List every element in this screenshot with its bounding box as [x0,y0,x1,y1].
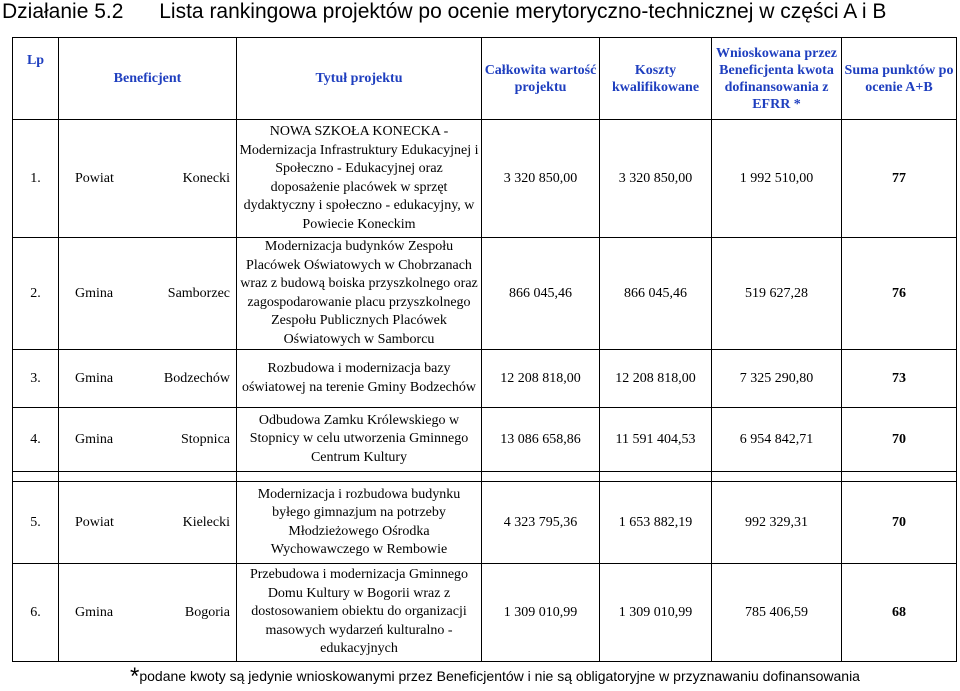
row-calkowita: 1 309 010,99 [482,564,600,662]
row-suma: 68 [842,564,957,662]
footnote-star: * [130,663,140,690]
row-wnioskowana: 992 329,31 [712,482,842,564]
measure-number: Działanie 5.2 [2,0,124,23]
ranking-table [12,37,957,662]
header-tytul: Tytuł projektu [237,38,482,120]
row-beneficjent [59,564,237,662]
header-lp: Lp [13,38,59,120]
row-calkowita: 4 323 795,36 [482,482,600,564]
row-suma: 70 [842,408,957,472]
row-wnioskowana: 6 954 842,71 [712,408,842,472]
row-title: Modernizacja i rozbudowa budynku byłego gimnazjum na potrzeby Młodzieżowego Ośrodka Wychowawczego w Rembowie [237,482,482,564]
table-row [13,482,957,564]
row-title: NOWA SZKOŁA KONECKA - Modernizacja Infrastruktury Edukacyjnej i Społeczno - Edukacyjnej oraz doposażenie placówek w sprzęt dydaktyczny i społeczno - edukacyjny, w Powiecie Koneckim [237,120,482,238]
table-row [13,120,957,238]
row-title: Odbudowa Zamku Królewskiego w Stopnicy w celu utworzenia Gminnego Centrum Kultury [237,408,482,472]
table-row [13,350,957,408]
row-lp: 6. [13,564,59,662]
row-lp: 1. [13,120,59,238]
benef-type: Gmina [75,370,114,386]
row-koszty: 866 045,46 [600,238,712,350]
row-suma: 73 [842,350,957,408]
row-calkowita: 3 320 850,00 [482,120,600,238]
header-wnioskowana: Wnioskowana przez Beneficjenta kwota dofinansowania z EFRR * [712,38,842,120]
footnote-text: podane kwoty są jedynie wnioskowanymi przez Beneficjentów i nie są obligatoryjne w przyznawaniu dofinansowania [139,668,860,684]
row-lp: 3. [13,350,59,408]
row-lp: 2. [13,238,59,350]
row-koszty: 1 309 010,99 [600,564,712,662]
header-beneficjent: Beneficjent [59,38,237,120]
table-row [13,564,957,662]
row-wnioskowana: 1 992 510,00 [712,120,842,238]
table-row [13,238,957,350]
row-title: Przebudowa i modernizacja Gminnego Domu Kultury w Bogorii wraz z dostosowaniem obiektu do organizacji masowych wydarzeń kulturalno - edukacyjnych [237,564,482,662]
row-wnioskowana: 785 406,59 [712,564,842,662]
row-lp: 4. [13,408,59,472]
row-calkowita: 866 045,46 [482,238,600,350]
row-wnioskowana: 519 627,28 [712,238,842,350]
benef-name: Stopnica [181,431,230,447]
row-wnioskowana: 7 325 290,80 [712,350,842,408]
row-koszty: 3 320 850,00 [600,120,712,238]
benef-name: Samborzec [167,285,230,301]
row-spacer [13,472,957,482]
page-title [2,0,958,30]
row-suma: 70 [842,482,957,564]
header-koszty: Koszty kwalifikowane [600,38,712,120]
header-suma: Suma punktów po ocenie A+B [842,38,957,120]
header-calkowita: Całkowita wartość projektu [482,38,600,120]
row-koszty: 12 208 818,00 [600,350,712,408]
row-koszty: 11 591 404,53 [600,408,712,472]
benef-type: Gmina [75,431,114,447]
row-title: Modernizacja budynków Zespołu Placówek Oświatowych w Chobrzanach wraz z budową boiska przyszkolnego oraz zagospodarowanie placu przyszkolnego Zespołu Publicznych Placówek Oświatowych w Samborcu [237,238,482,350]
benef-name: Bogoria [184,604,230,620]
benef-name: Kielecki [182,514,230,530]
row-koszty: 1 653 882,19 [600,482,712,564]
benef-type: Powiat [75,170,114,186]
row-beneficjent [59,238,237,350]
row-beneficjent [59,350,237,408]
row-beneficjent [59,482,237,564]
row-title: Rozbudowa i modernizacja bazy oświatowej na terenie Gminy Bodzechów [237,350,482,408]
header-row [13,38,957,120]
row-beneficjent [59,120,237,238]
row-lp: 5. [13,482,59,564]
table-row [13,408,957,472]
benef-type: Gmina [75,604,114,620]
benef-name: Bodzechów [163,370,230,386]
benef-type: Powiat [75,514,114,530]
row-calkowita: 12 208 818,00 [482,350,600,408]
row-beneficjent [59,408,237,472]
benef-type: Gmina [75,285,114,301]
row-suma: 77 [842,120,957,238]
list-title: Lista rankingowa projektów po ocenie merytoryczno-technicznej w części A i B [159,0,887,23]
row-suma: 76 [842,238,957,350]
footnote [130,663,930,691]
row-calkowita: 13 086 658,86 [482,408,600,472]
benef-name: Konecki [182,170,230,186]
